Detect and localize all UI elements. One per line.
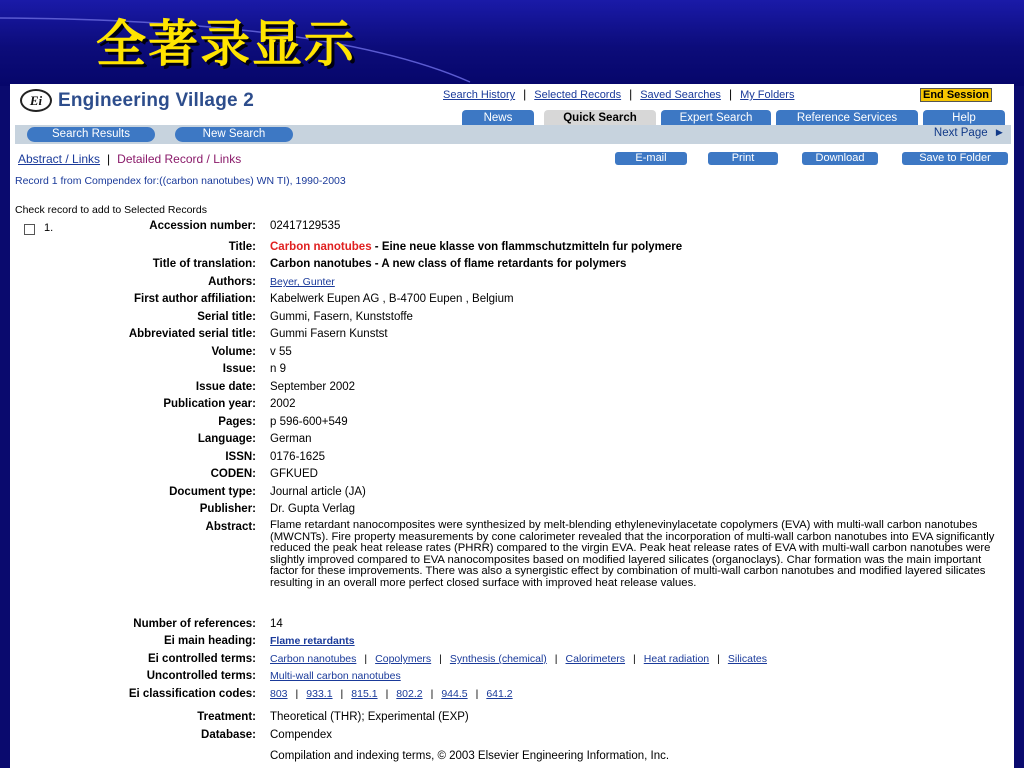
title-value <box>270 240 1010 254</box>
uncontrolled-terms-value <box>270 669 1010 683</box>
issue-label: Issue: <box>222 363 256 375</box>
controlled-term-link[interactable]: Synthesis (chemical) <box>449 653 547 665</box>
refs-label: Number of references: <box>133 618 256 630</box>
abstract-text: Flame retardant nanocomposites were synthesized by melt-blending ethylenevinylacetate copolymers (EVA) with multi-wall carbon nanotubes (MWCNTs). Fire property measurements by cone calorimeter revealed that the incorporation of multi-wall carbon nanotubes into EVA significantly reduced the peak heat release rates (PHRR) compared to the virgin EVA. Peak heat release rates of EVA with multi-wall carbon nanotubes were slightly improved compared to EVA nanocomposites based on modified layered silicates (organoclays). Char formation was the main important factor for these improvements. There was also a synergistic effect by combination of multi-wall carbon nanotubes and modified layered silicates resulting in an overall more perfect closed surface with improved heat release values. <box>270 519 995 589</box>
database-value: Compendex <box>270 729 333 741</box>
controlled-term-link[interactable]: Copolymers <box>375 653 432 665</box>
title-rest: - Eine neue klasse von flammschutzmitteln fur polymere <box>371 241 683 253</box>
controlled-terms-value <box>270 652 1010 666</box>
link-selected-records[interactable]: Selected Records <box>534 89 622 101</box>
publisher-value: Dr. Gupta Verlag <box>270 503 356 515</box>
issn-label: ISSN: <box>225 451 256 463</box>
volume-label: Volume: <box>211 346 256 358</box>
coden-label: CODEN: <box>210 468 256 480</box>
class-code-link[interactable]: 641.2 <box>486 688 513 700</box>
translation-label: Title of translation: <box>152 258 256 270</box>
publisher-label: Publisher: <box>199 503 256 515</box>
main-heading-label: Ei main heading: <box>163 635 256 647</box>
controlled-terms-label: Ei controlled terms: <box>148 653 256 665</box>
separator: | <box>439 653 442 665</box>
app-name: Engineering Village 2 <box>58 89 255 111</box>
print-button[interactable]: Print <box>708 152 778 165</box>
separator: | <box>295 688 299 700</box>
separator: | <box>475 688 479 700</box>
separator: | <box>717 653 720 665</box>
controlled-term-link[interactable]: Silicates <box>727 653 767 665</box>
tab-news[interactable]: News <box>462 110 534 127</box>
end-session-button[interactable]: End Session <box>920 88 992 102</box>
controlled-term-link[interactable]: Heat radiation <box>643 653 710 665</box>
class-code-link[interactable]: 944.5 <box>441 688 468 700</box>
abstract-links-link[interactable]: Abstract / Links <box>18 152 101 166</box>
separator: | <box>340 688 344 700</box>
title-highlight: Carbon nanotubes <box>270 241 372 253</box>
class-codes-label: Ei classification codes: <box>128 688 256 700</box>
pub-year-value: 2002 <box>270 398 296 410</box>
accession-value: 02417129535 <box>270 220 341 232</box>
tab-quick-search[interactable]: Quick Search <box>544 110 656 127</box>
translation-value: Carbon nanotubes - A new class of flame retardants for polymers <box>270 258 627 270</box>
treatment-value: Theoretical (THR); Experimental (EXP) <box>270 711 469 723</box>
record-source-info: Record 1 from Compendex for:((carbon nanotubes) WN TI), 1990-2003 <box>15 175 346 187</box>
separator: | <box>385 688 389 700</box>
separator: | <box>430 688 434 700</box>
treatment-label: Treatment: <box>197 711 256 723</box>
tab-expert-search[interactable]: Expert Search <box>661 110 771 127</box>
link-my-folders[interactable]: My Folders <box>740 89 795 101</box>
doctype-label: Document type: <box>169 486 256 498</box>
issn-value: 0176-1625 <box>270 451 325 463</box>
affiliation-label: First author affiliation: <box>133 293 256 305</box>
uncontrolled-terms-label: Uncontrolled terms: <box>146 670 256 682</box>
issue-date-value: September 2002 <box>270 381 356 393</box>
separator: | <box>364 653 368 665</box>
issue-value: n 9 <box>270 363 286 375</box>
separator: | <box>728 87 733 101</box>
new-search-button[interactable]: New Search <box>175 127 293 142</box>
coden-value: GFKUED <box>270 468 318 480</box>
doctype-value: Journal article (JA) <box>270 486 366 498</box>
copyright-note: Compilation and indexing terms, © 2003 Elsevier Engineering Information, Inc. <box>270 750 670 762</box>
detailed-record-current: Detailed Record / Links <box>117 152 242 166</box>
class-code-link[interactable]: 803 <box>270 688 288 700</box>
email-button[interactable]: E-mail <box>615 152 687 165</box>
volume-value: v 55 <box>270 346 292 358</box>
serial-title-value: Gummi, Fasern, Kunststoffe <box>270 311 413 323</box>
separator: | <box>107 152 111 166</box>
authors-value <box>270 275 1010 289</box>
ei-logo-icon: Ei <box>20 89 52 112</box>
pages-label: Pages: <box>218 416 256 428</box>
app-logo[interactable] <box>20 89 254 112</box>
title-label: Title: <box>228 241 256 253</box>
issue-date-label: Issue date: <box>195 381 256 393</box>
separator: | <box>523 87 527 101</box>
affiliation-value: Kabelwerk Eupen AG , B-4700 Eupen , Belgium <box>270 293 514 305</box>
link-search-history[interactable]: Search History <box>443 89 516 101</box>
class-codes-value <box>270 687 1010 701</box>
main-heading-value <box>270 634 1010 648</box>
next-page-label: Next Page <box>933 127 988 139</box>
download-button[interactable]: Download <box>802 152 878 165</box>
play-arrow-icon: ► <box>993 127 1005 139</box>
separator: | <box>554 653 558 665</box>
authors-label: Authors: <box>208 276 256 288</box>
abstract-label: Abstract: <box>205 521 256 533</box>
uncontrolled-term-link[interactable]: Multi-wall carbon nanotubes <box>270 670 401 682</box>
save-to-folder-button[interactable]: Save to Folder <box>902 152 1008 165</box>
next-page-link[interactable] <box>934 127 1005 139</box>
record-number: 1. <box>44 222 54 234</box>
language-label: Language: <box>197 433 256 445</box>
separator: | <box>633 653 636 665</box>
controlled-term-link[interactable]: Carbon nanotubes <box>270 653 357 665</box>
class-code-link[interactable]: 802.2 <box>396 688 423 700</box>
tab-reference-services[interactable]: Reference Services <box>776 110 918 127</box>
serial-title-label: Serial title: <box>197 311 256 323</box>
accession-label: Accession number: <box>149 220 256 232</box>
pub-year-label: Publication year: <box>163 398 256 410</box>
tab-help[interactable]: Help <box>923 110 1005 127</box>
separator: | <box>629 87 633 101</box>
main-heading-link[interactable]: Flame retardants <box>270 635 355 647</box>
database-label: Database: <box>201 729 256 741</box>
link-saved-searches[interactable]: Saved Searches <box>640 89 721 101</box>
author-link[interactable]: Beyer, Gunter <box>270 276 335 288</box>
refs-value: 14 <box>270 618 283 630</box>
controlled-term-link[interactable]: Calorimeters <box>565 653 626 665</box>
record-format-nav <box>18 152 241 166</box>
class-code-link[interactable]: 815.1 <box>351 688 378 700</box>
class-code-link[interactable]: 933.1 <box>306 688 333 700</box>
abbrev-title-label: Abbreviated serial title: <box>128 328 256 340</box>
navbar <box>15 125 1011 144</box>
slide-title: 全著录显示 <box>96 14 356 73</box>
pages-value: p 596-600+549 <box>270 416 348 428</box>
top-links <box>443 87 794 101</box>
abbrev-title-value: Gummi Fasern Kunstst <box>270 328 388 340</box>
screenshot-panel <box>10 84 1014 768</box>
check-instruction: Check record to add to Selected Records <box>15 204 208 216</box>
search-results-button[interactable]: Search Results <box>27 127 155 142</box>
language-value: German <box>270 433 312 445</box>
